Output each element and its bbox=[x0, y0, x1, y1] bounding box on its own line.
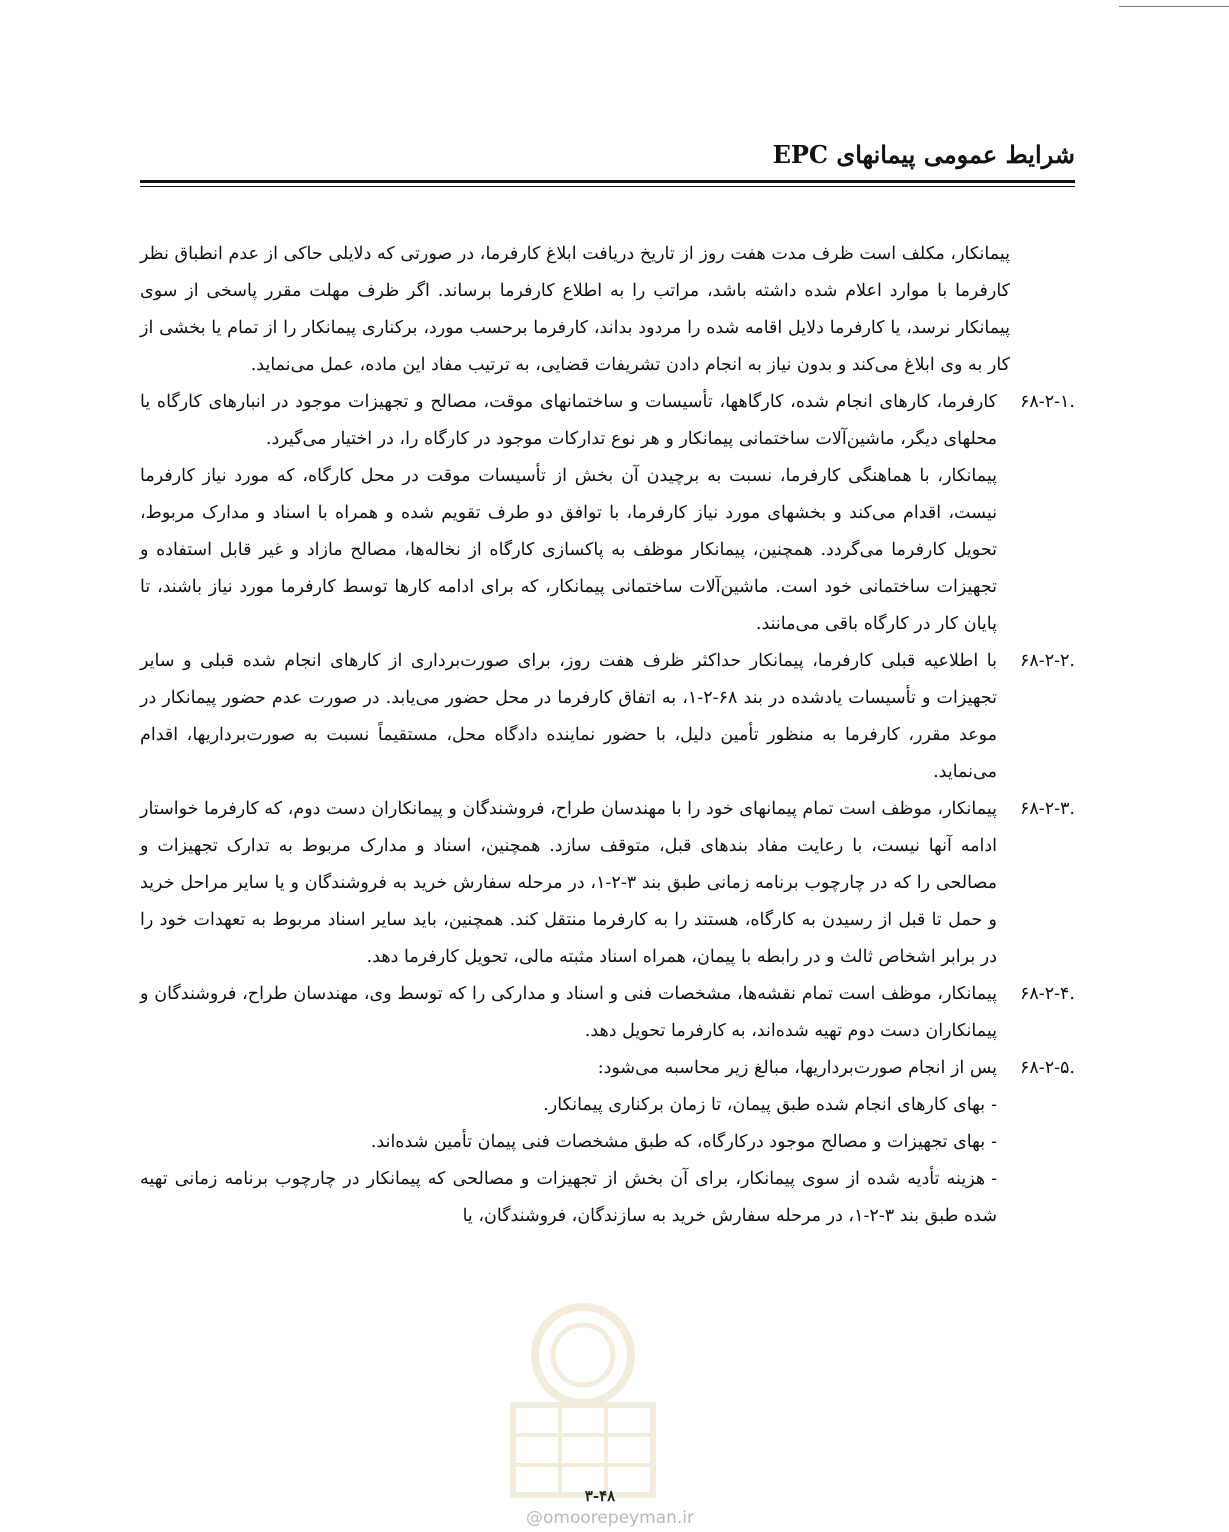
clause-text: پس از انجام صورت‌برداریها، مبالغ زیر محاسبه می‌شود: bbox=[597, 1058, 997, 1078]
clause-text: پیمانکار، موظف است تمام پیمانهای خود را با مهندسان طراح، فروشندگان و پیمانکاران دست دوم، که کارفرما خواستار ادامه آنها نیست، با رعایت مفاد بندهای قبل، متوقف سازد. همچنین، اسناد و مدارک مربوط به تدارک تجهیزات و مصالحی را که در چارچوب برنامه زمانی طبق بند ۳-۲-۱، در مرحله سفارش خرید به فروشندگان و یا سایر مراحل خرید و حمل تا قبل از رسیدن به کارگاه، هستند را به کارفرما منتقل کند. همچنین، باید سایر اسناد مربوط به تعهدات خود را در برابر اشخاص ثالث و در رابطه با پیمان، همراه اسناد مثبته مالی، تحویل کارفرما دهد. bbox=[140, 799, 997, 967]
clause-number: ۶۸-۲-۲. bbox=[1020, 651, 1075, 671]
intro-paragraph: پیمانکار، مکلف است ظرف مدت هفت روز از تاریخ دریافت ابلاغ کارفرما، در صورتی که دلایلی حاکی از عدم انطباق نظر کارفرما با موارد اعلام شده داشته باشد، مراتب را به اطلاع کارفرما برساند. اگر ظرف مهلت مقرر پاسخی از سوی پیمانکار نرسد، یا کارفرما دلایل اقامه شده را مردود بداند، کارفرما برحسب مورد، برکناری پیمانکار را از تمام یا بخشی از کار به وی ابلاغ می‌کند و بدون نیاز به انجام دادن تشریفات قضایی، به ترتیب مفاد این ماده، عمل می‌نماید. bbox=[140, 244, 1010, 375]
clause-1 bbox=[140, 384, 1075, 458]
page-number: ۳-۴۸ bbox=[584, 1487, 616, 1505]
bullet-item bbox=[140, 1161, 1075, 1235]
bullet-item bbox=[140, 1087, 1075, 1124]
clause-5 bbox=[140, 1050, 1075, 1087]
clause-1-continuation: پیمانکار، با هماهنگی کارفرما، نسبت به برچیدن آن بخش از تأسیسات موقت در محل کارگاه، که مورد نیاز کارفرما نیست، اقدام می‌کند و بخشهای مورد نیاز کارفرما، با توافق دو طرف تقویم شده و همراه با اسناد و مدارک مربوط، تحویل کارفرما می‌گردد. همچنین، پیمانکار موظف به پاکسازی کارگاه از نخاله‌ها، مصالح مازاد و غیر قابل استفاده و تجهیزات ساختمانی خود است. ماشین‌آلات ساختمانی پیمانکار، که برای ادامه کارها توسط کارفرما مورد نیاز باشند، تا پایان کار در کارگاه باقی می‌مانند. bbox=[140, 466, 997, 634]
website-watermark: @omoorepeyman.ir bbox=[525, 1508, 695, 1528]
corner-line bbox=[1119, 6, 1229, 7]
header-title: شرایط عمومی پیمانهای EPC bbox=[772, 140, 1075, 169]
bullet-dash: - bbox=[991, 1169, 997, 1189]
clause-text: کارفرما، کارهای انجام شده، کارگاهها، تأسیسات و ساختمانهای موقت، مصالح و تجهیزات موجود در انبارهای کارگاه یا محلهای دیگر، ماشین‌آلات ساختمانی پیمانکار و هر نوع تدارکات موجود در کارگاه را، در اختیار می‌گیرد. bbox=[140, 392, 997, 449]
running-header bbox=[140, 140, 1075, 169]
bullet-text: هزینه تأدیه شده از سوی پیمانکار، برای آن بخش از تجهیزات و مصالحی که پیمانکار در چارچوب برنامه زمانی تهیه شده طبق بند ۳-۲-۱، در مرحله سفارش خرید به سازندگان، فروشندگان، یا bbox=[140, 1169, 997, 1226]
clause-number: ۶۸-۲-۱. bbox=[1020, 392, 1075, 412]
clause-3 bbox=[140, 791, 1075, 976]
watermark-seal-icon bbox=[488, 1300, 678, 1500]
bullet-dash: - bbox=[991, 1132, 997, 1152]
clause-text: با اطلاعیه قبلی کارفرما، پیمانکار حداکثر ظرف هفت روز، برای صورت‌برداری از کارهای انجام شده قبلی و سایر تجهیزات و تأسیسات یادشده در بند ۶۸-۲-۱، به اتفاق کارفرما در محل حضور می‌یابد. در صورت عدم حضور پیمانکار در موعد مقرر، کارفرما به منظور تأمین دلیل، با حضور نماینده دادگاه محل، مستقیماً نسبت به صورت‌برداریها، اقدام می‌نماید. bbox=[140, 651, 997, 782]
clause-text: پیمانکار، موظف است تمام نقشه‌ها، مشخصات فنی و اسناد و مدارکی را که توسط وی، مهندسان طراح، فروشندگان و پیمانکاران دست دوم تهیه شده‌اند، به کارفرما تحویل دهد. bbox=[140, 984, 997, 1041]
header-rule-thick bbox=[140, 180, 1075, 183]
bullet-dash: - bbox=[991, 1095, 997, 1115]
clause-number: ۶۸-۲-۴. bbox=[1020, 984, 1075, 1004]
bullet-text: بهای تجهیزات و مصالح موجود درکارگاه، که طبق مشخصات فنی پیمان تأمین شده‌اند. bbox=[370, 1132, 986, 1152]
clause-2 bbox=[140, 643, 1075, 791]
bullet-item bbox=[140, 1124, 1075, 1161]
document-body bbox=[140, 236, 1075, 1235]
bullet-text: بهای کارهای انجام شده طبق پیمان، تا زمان برکناری پیمانکار. bbox=[543, 1095, 986, 1115]
header-rule-thin bbox=[140, 186, 1075, 187]
clause-number: ۶۸-۲-۳. bbox=[1020, 799, 1075, 819]
clause-number: ۶۸-۲-۵. bbox=[1020, 1058, 1075, 1078]
clause-4 bbox=[140, 976, 1075, 1050]
